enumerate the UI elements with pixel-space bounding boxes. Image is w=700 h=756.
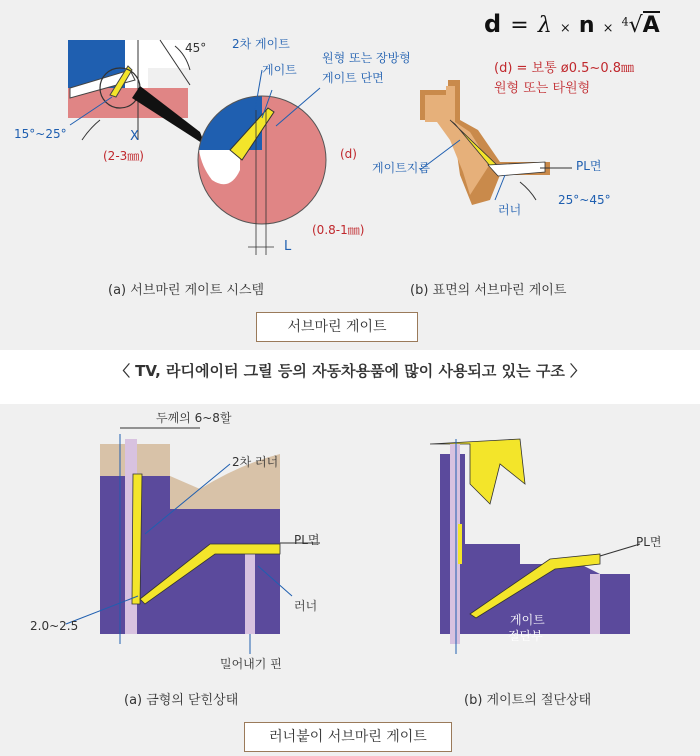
runner-label-bottom: 러너 (294, 599, 318, 613)
top-panel (0, 0, 700, 350)
big-circle-view (198, 70, 326, 255)
cut-purple-base (465, 544, 630, 634)
small-mold-view (68, 40, 190, 140)
formula-times-1: × (559, 21, 571, 36)
formula-root-index: 4 (621, 15, 629, 29)
gate-size-label: (0.8-1㎜) (312, 223, 365, 237)
gate-formula (484, 10, 660, 50)
mold-cavity (125, 40, 190, 90)
thickness-label: 두께의 6~8할 (156, 411, 232, 425)
pl-surface-label-top: PL면 (576, 159, 602, 173)
x-label: X (130, 129, 139, 144)
ejector-pin-label: 밀어내기 핀 (220, 657, 282, 671)
angle-25-label: 25°~45° (558, 193, 611, 207)
formula-a: A (642, 13, 660, 38)
formula-times-2: × (602, 21, 614, 36)
caption-a-top: (a) 서브마린 게이트 시스템 (108, 283, 265, 298)
dimension-label: 2.0~2.5 (30, 619, 79, 633)
secondary-gate-label: 2차 게이트 (232, 37, 290, 51)
secondary-runner-label: 2차 러너 (232, 455, 279, 469)
gate-cut-label-line1: 게이트 (510, 613, 545, 627)
formula-root: √ (628, 13, 643, 38)
shape-label-line1: 원형 또는 장방형 (322, 51, 411, 65)
mold-purple-right (190, 554, 280, 634)
d-label: (d) (340, 147, 357, 161)
top-box-caption: 서브마린 게이트 (256, 312, 418, 342)
formula-n: n (578, 13, 595, 38)
bottom-panel (0, 404, 700, 756)
formula-lambda: λ (537, 13, 552, 38)
gate-diameter-label: 게이트지름 (372, 161, 430, 175)
l-label: L (284, 239, 292, 254)
cut-gate-vertical (458, 524, 462, 564)
pl-line-bottom-b (600, 544, 640, 556)
angle-arc-25 (520, 182, 536, 200)
pl-surface-label-bottom-a: PL면 (294, 533, 320, 547)
headline: 〈 TV, 라디에이터 그릴 등의 자동차용품에 많이 사용되고 있는 구조 〉 (114, 362, 586, 380)
gate-label: 게이트 (262, 63, 297, 77)
closed-mold-view (66, 428, 320, 654)
bottom-box-caption: 러너붙이 서브마린 게이트 (244, 722, 452, 752)
spec-line2: 원형 또는 타원형 (494, 81, 591, 96)
caption-b-bottom: (b) 게이트의 절단상태 (464, 693, 592, 708)
ejector-pin (245, 554, 255, 634)
caption-b-top: (b) 표면의 서브마린 게이트 (410, 283, 567, 298)
bottom-diagram-graphics (0, 404, 700, 756)
pl-surface-label-bottom-b: PL면 (636, 535, 662, 549)
angle-15-label: 15°~25° (14, 127, 67, 141)
x-range-label: (2-3㎜) (103, 149, 144, 163)
surface-gate-view (420, 80, 572, 205)
shape-label-line2: 게이트 단면 (322, 71, 384, 85)
gate-cut-label-line2: 절단부 (508, 629, 543, 643)
caption-a-bottom: (a) 금형의 닫힌상태 (124, 693, 239, 708)
runner-label-top: 러너 (498, 203, 522, 217)
spec-line1: (d) = 보통 ø0.5~0.8㎜ (494, 61, 634, 76)
secondary-runner-shape (132, 474, 142, 604)
formula-eq: = (510, 13, 529, 38)
formula-d: d (484, 10, 502, 38)
cut-pin-right (590, 574, 600, 634)
angle-arc-15 (82, 120, 100, 140)
angle-45-label: 45° (185, 41, 207, 55)
